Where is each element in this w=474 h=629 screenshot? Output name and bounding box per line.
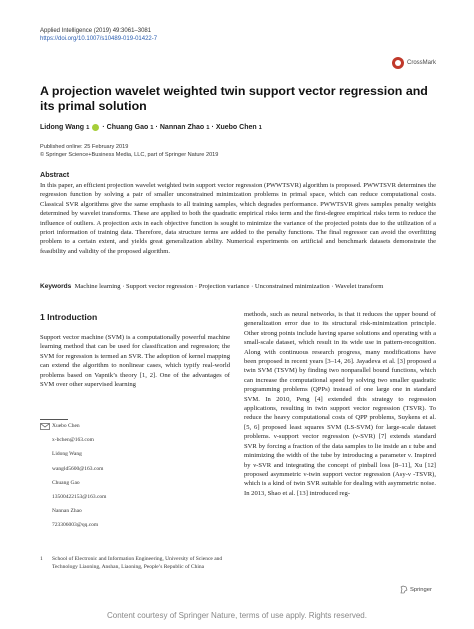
email-link[interactable]: 13500422153@163.com [52,493,107,500]
orcid-icon[interactable] [92,124,99,131]
journal-citation: Applied Intelligence (2019) 49:3061–3081 [40,28,152,34]
journal-header [40,27,157,43]
crossmark-icon [392,57,404,69]
contact-list [52,423,106,537]
email-link[interactable]: 723306003@qq.com [52,522,99,529]
paper-title: A projection wavelet weighted twin support vector regression and its primal solution [40,84,428,113]
section-heading: 1 Introduction [40,312,98,322]
crossmark-label: CrossMark [407,60,437,66]
publisher-logo [400,585,432,594]
email-link[interactable]: wangld5600@163.com [52,465,104,472]
email-link[interactable]: x-bchen@163.com [52,437,94,444]
intro-column-right: methods, such as neural networks, is that it reduces the upper bound of generalization error due to its structural risk-minimization principle. Other strong points include having sparse solutions and operating with a small-scale dataset, which result in its wide use in pattern-recognition. Along with continuous research progress, many modifications have been proposed in recent years [3–14, 26]. Jayadeva et al. [3] proposed a twin SVM (TSVM) by finding two nonparallel bound functions, which can increase the computational speed by solving two smaller quadratic programming problems (QPPs) instead of one large one in standard SVM. In 2010, Peng [4] extended this strategy to regression applications, resulting in twin support vector regression (TSVR). To reduce the heavy computational costs of QPP problems, Suykens et al. [5, 6] proposed least squares SVM (LS-SVM) for large-scale dataset problems. ν-support vector regression (ν-SVR) [7] extends standard SVR by forcing a fraction of the data samples to lie inside an ε tube and minimizing the width of the tube by introducing a parameter ν. Inspired by ν-SVR and integrating the concept of pinball loss [8–11], Xu [12] proposed asymmetric ν-twin support vector regression (Asy-ν -TSVR), which is a kind of twin SVR suitable for dealing with asymmetric noise. In 2013, Shao et al. [13] introduced reg- [244,311,436,497]
affiliation-text: School of Electronic and Information Engineering, University of Science and Technology Liaoning, Anshan, Liaoning, People’s Republic of China [52,556,223,570]
contact-item: Nannan Zhao 723306003@qq.com [52,508,106,530]
copyright: © Springer Science+Business Media, LLC, part of Springer Nature 2019 [40,152,219,158]
keywords-label: Keywords [40,283,72,290]
keywords [40,282,436,291]
contact-item: Xuebo Chen x-bchen@163.com [52,423,106,445]
publication-info [40,143,218,159]
footer-notice: Content courtesy of Springer Nature, terms of use apply. Rights reserved. [107,611,367,620]
contact-item: Chuang Gao 13500422153@163.com [52,479,107,500]
envelope-icon [40,423,50,430]
doi-link[interactable]: https://doi.org/10.1007/s10489-019-01422-7 [40,36,158,42]
author-list: Lidong Wang 1 · Chuang Gao 1 · Nannan Zhao 1 · Xuebo Chen 1 [40,124,262,131]
crossmark-badge[interactable] [392,57,436,69]
springer-horse-icon [400,585,408,594]
author-name[interactable]: Chuang Gao [106,124,149,131]
author-name[interactable]: Xuebo Chen [215,124,257,131]
abstract-text: In this paper, an efficient projection wavelet weighted twin support vector regression (PWWTSVR) algorithm is proposed. PWWTSVR determines the regression function by solving a pair of smaller unconstrained minimization problems in primal space, which can reduce computational costs. Classical SVR algorithms give the same emphasis to all training samples, which degrades performance. PWWTSVR gives samples penalty weights determined by wavelet transforms. These are applied to both the quadratic empirical risks term and the first-degree empirical risks term to reduce the influence of outliers. A projection axis in each objective function is sought to minimize the variance of the projected points due to the utilization of a priori information of training data. Therefore, data structure terms are added to the penalty functions. The final regressor can avoid the overfitting problem to a certain extent, and yields great generalization ability. Numerical experiments on artificial and benchmark datasets demonstrate the feasibility and validity of the proposed algorithm. [40,182,436,255]
footnote-divider [40,419,68,420]
intro-column-left: Support vector machine (SVM) is a computationally powerful machine learning method that can be used for classification and regression; the SVM for regression is termed an SVR. The adoption of kernel mapping can extend the algorithm to nonlinear cases, which typify real-world problems based on Vapnik’s theory [1, 2]. One of the advantages of SVM over other supervised learning [40,334,230,389]
author-name[interactable]: Nannan Zhao [159,124,205,131]
publisher-name: Springer [410,586,432,593]
published-date: Published online: 25 February 2019 [40,144,129,150]
abstract-heading: Abstract [40,170,70,179]
keywords-text: Machine learning · Support vector regression · Projection variance · Unconstrained minimization · Wavelet transform [74,283,384,290]
author-name[interactable]: Lidong Wang [40,124,85,131]
affiliation-number: 1 [40,556,43,562]
contact-item: Lidong Wang wangld5600@163.com [52,451,106,473]
